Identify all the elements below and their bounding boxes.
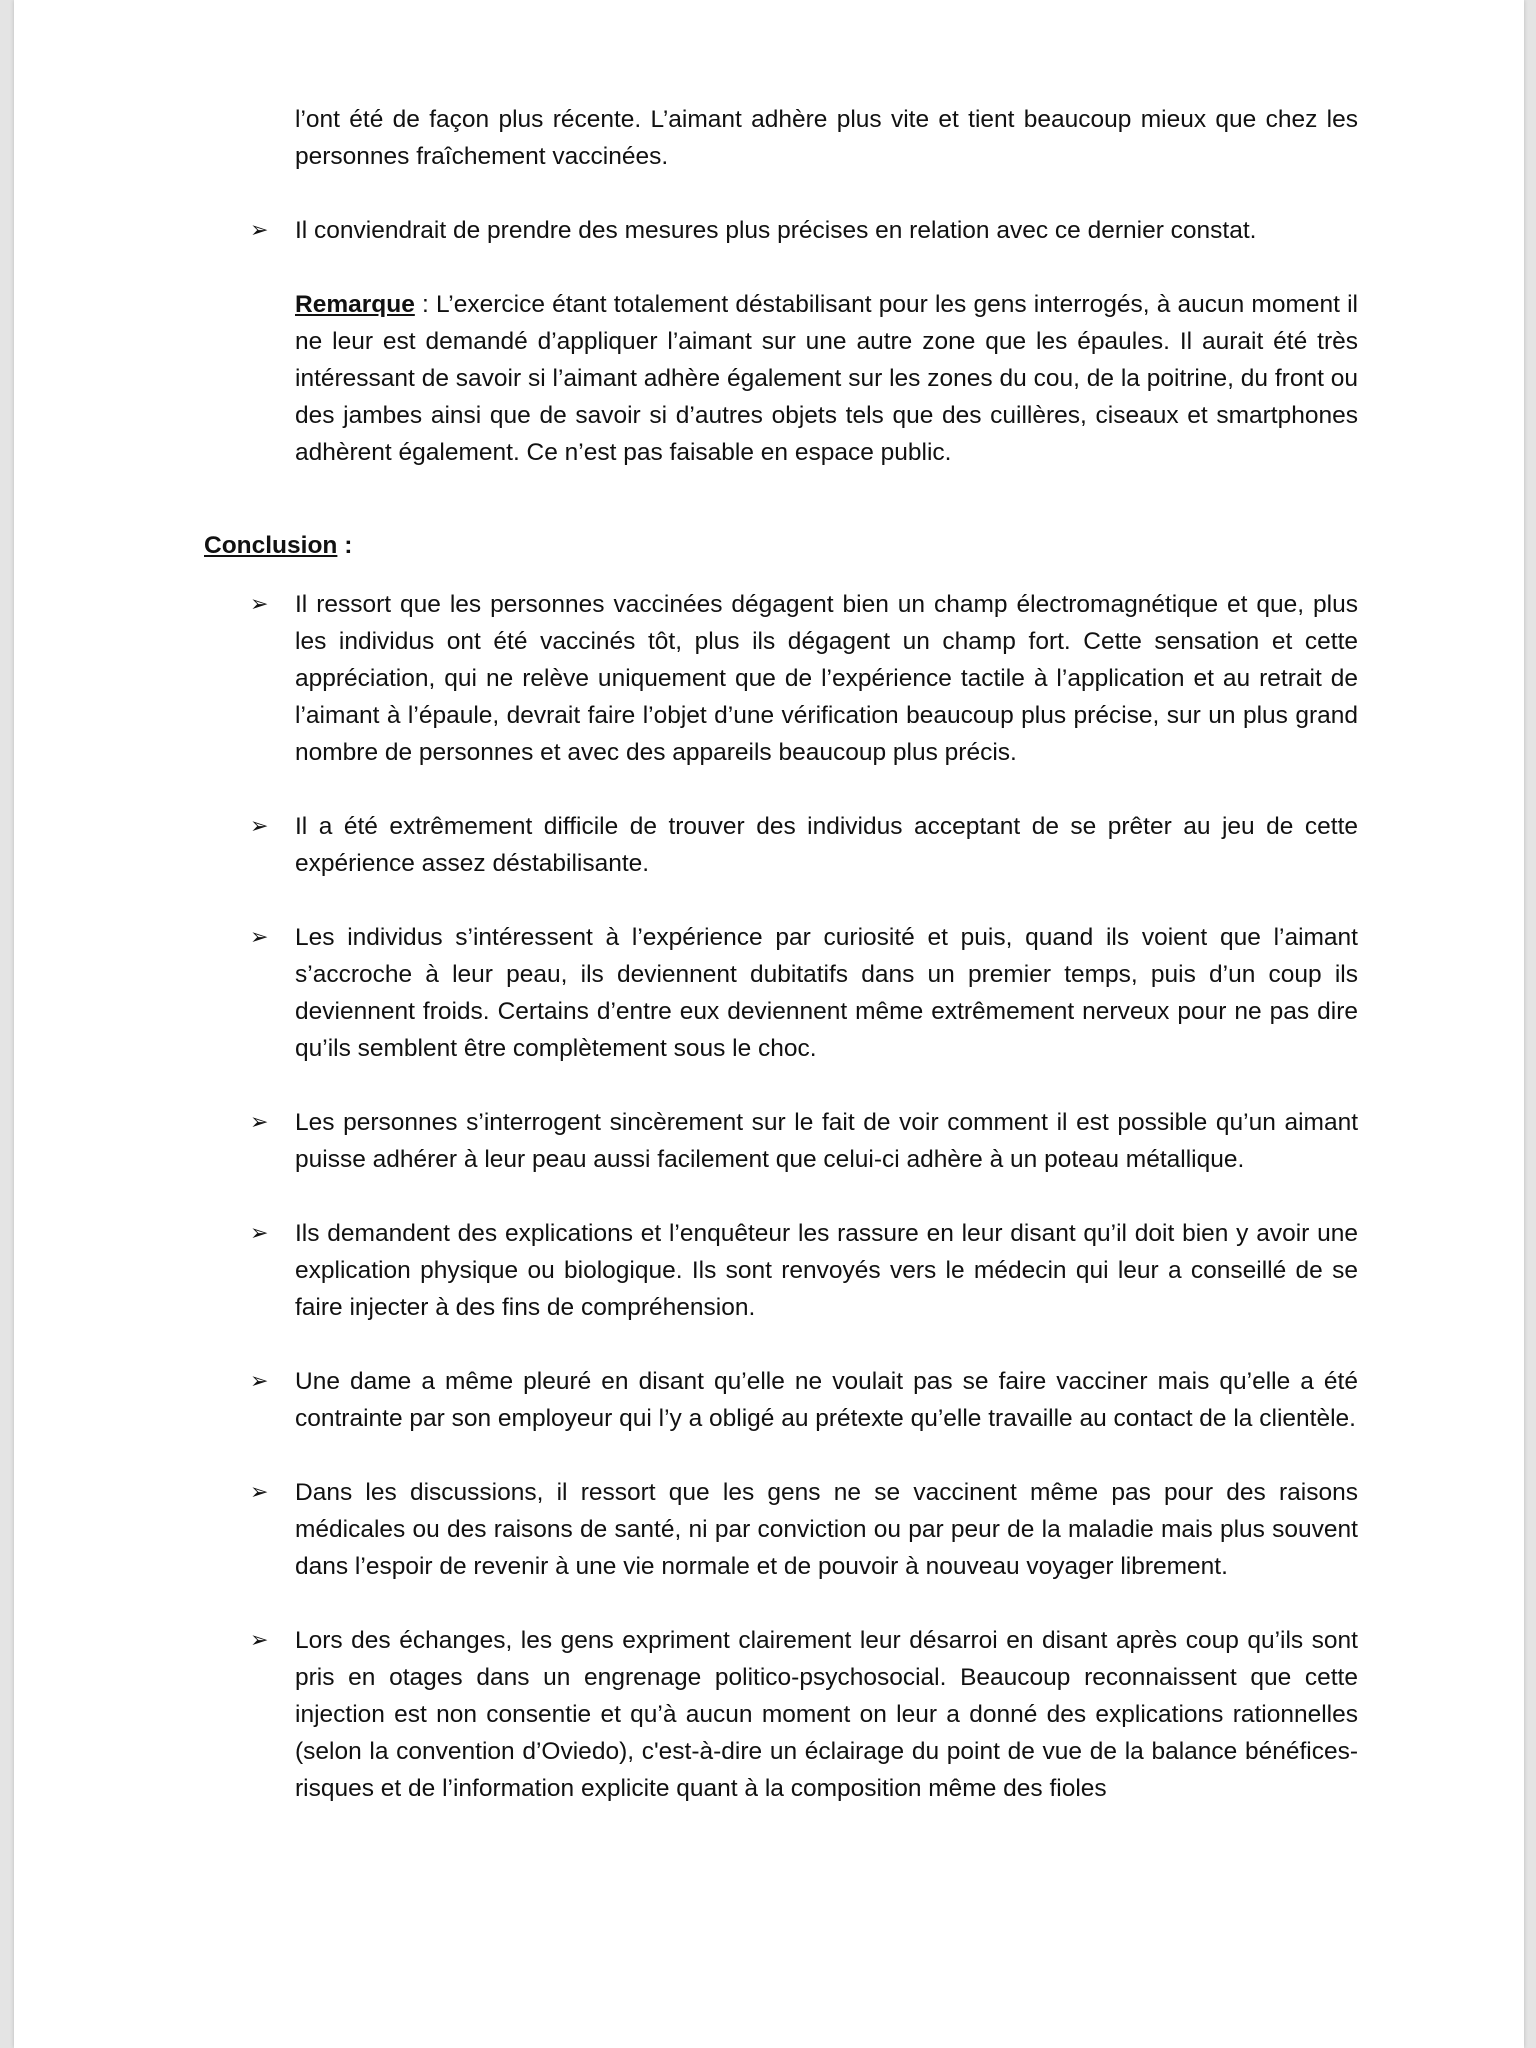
remark-separator: :	[414, 291, 436, 318]
spacer	[204, 471, 1358, 527]
spacer	[204, 249, 1358, 286]
list-item	[204, 808, 1358, 882]
intro-paragraph: l’ont été de façon plus récente. L’aimant adhère plus vite et tient beaucoup mieux que chez les personnes fraîchement vaccinées.	[295, 106, 1358, 170]
list-item	[204, 586, 1358, 771]
list-item-text: Il conviendrait de prendre des mesures plus précises en relation avec ce dernier constat.	[295, 217, 1257, 244]
arrow-bullet-icon: ➢	[250, 1110, 269, 1135]
conclusion-heading-label: Conclusion	[204, 532, 338, 559]
spacer	[204, 882, 1358, 919]
list-item	[204, 1474, 1358, 1585]
arrow-bullet-icon: ➢	[250, 1480, 269, 1505]
arrow-bullet-icon: ➢	[250, 592, 269, 617]
spacer	[204, 175, 1358, 212]
list-item	[204, 1363, 1358, 1437]
document-page	[14, 0, 1524, 2048]
remark-paragraph	[295, 286, 1358, 471]
spacer	[204, 1326, 1358, 1363]
list-item	[204, 919, 1358, 1067]
arrow-bullet-icon: ➢	[250, 925, 269, 950]
arrow-bullet-icon: ➢	[250, 814, 269, 839]
spacer	[204, 564, 1358, 586]
list-item-text: Ils demandent des explications et l’enquêteur les rassure en leur disant qu’il doit bien y avoir une explication physique ou biologique. Ils sont renvoyés vers le médecin qui leur a conseillé de se faire injecter à des fins de compréhension.	[295, 1220, 1358, 1321]
conclusion-heading	[204, 527, 1358, 564]
list-item	[204, 1104, 1358, 1178]
list-item-text: Une dame a même pleuré en disant qu’elle ne voulait pas se faire vacciner mais qu’elle a été contrainte par son employeur qui l’y a obligé au prétexte qu’elle travaille au contact de la clientèle.	[295, 1368, 1358, 1432]
list-item	[204, 1622, 1358, 1807]
arrow-bullet-icon: ➢	[250, 1628, 269, 1653]
spacer	[204, 1067, 1358, 1104]
arrow-bullet-icon: ➢	[250, 1369, 269, 1394]
spacer	[204, 1178, 1358, 1215]
list-item-text: Dans les discussions, il ressort que les gens ne se vaccinent même pas pour des raisons médicales ou des raisons de santé, ni par conviction ou par peur de la maladie mais plus souvent dans l’espoir de revenir à une vie normale et de pouvoir à nouveau voyager librement.	[295, 1479, 1358, 1580]
arrow-bullet-icon: ➢	[250, 218, 269, 243]
spacer	[204, 1585, 1358, 1622]
remark-label: Remarque	[295, 291, 415, 318]
list-item-text: Les individus s’intéressent à l’expérience par curiosité et puis, quand ils voient que l’aimant s’accroche à leur peau, ils deviennent dubitatifs dans un premier temps, puis d’un coup ils deviennent froids. Certains d’entre eux deviennent même extrêmement nerveux pour ne pas dire qu’ils semblent être complètement sous le choc.	[295, 924, 1358, 1062]
list-item	[204, 212, 1358, 249]
arrow-bullet-icon: ➢	[250, 1221, 269, 1246]
spacer	[204, 771, 1358, 808]
list-item-text: Il a été extrêmement difficile de trouver des individus acceptant de se prêter au jeu de cette expérience assez déstabilisante.	[295, 813, 1358, 877]
document-body	[204, 101, 1358, 1807]
list-item-text: Les personnes s’interrogent sincèrement sur le fait de voir comment il est possible qu’un aimant puisse adhérer à leur peau aussi facilement que celui-ci adhère à un poteau métallique.	[295, 1109, 1358, 1173]
conclusion-heading-suffix: :	[337, 532, 353, 559]
spacer	[204, 1437, 1358, 1474]
remark-text: L’exercice étant totalement déstabilisant pour les gens interrogés, à aucun moment il ne leur est demandé d’appliquer l’aimant sur une autre zone que les épaules. Il aurait été très intéressant de savoir si l’aimant adhère également sur les zones du cou, de la poitrine, du front ou des jambes ainsi que de savoir si d’autres objets tels que des cuillères, ciseaux et smartphones adhèrent également. Ce n’est pas faisable en espace public.	[295, 291, 1358, 466]
list-item-text: Lors des échanges, les gens expriment clairement leur désarroi en disant après coup qu’ils sont pris en otages dans un engrenage politico-psychosocial. Beaucoup reconnaissent que cette injection est non consentie et qu’à aucun moment on leur a donné des explications rationnelles (selon la convention d’Oviedo), c'est-à-dire un éclairage du point de vue de la balance bénéfices-risques et de l’information explicite quant à la composition même des fioles	[295, 1627, 1358, 1802]
list-item-text: Il ressort que les personnes vaccinées dégagent bien un champ électromagnétique et que, plus les individus ont été vaccinés tôt, plus ils dégagent un champ fort. Cette sensation et cette appréciation, qui ne relève uniquement que de l’expérience tactile à l’application et au retrait de l’aimant à l’épaule, devrait faire l’objet d’une vérification beaucoup plus précise, sur un plus grand nombre de personnes et avec des appareils beaucoup plus précis.	[295, 591, 1358, 766]
list-item	[204, 1215, 1358, 1326]
